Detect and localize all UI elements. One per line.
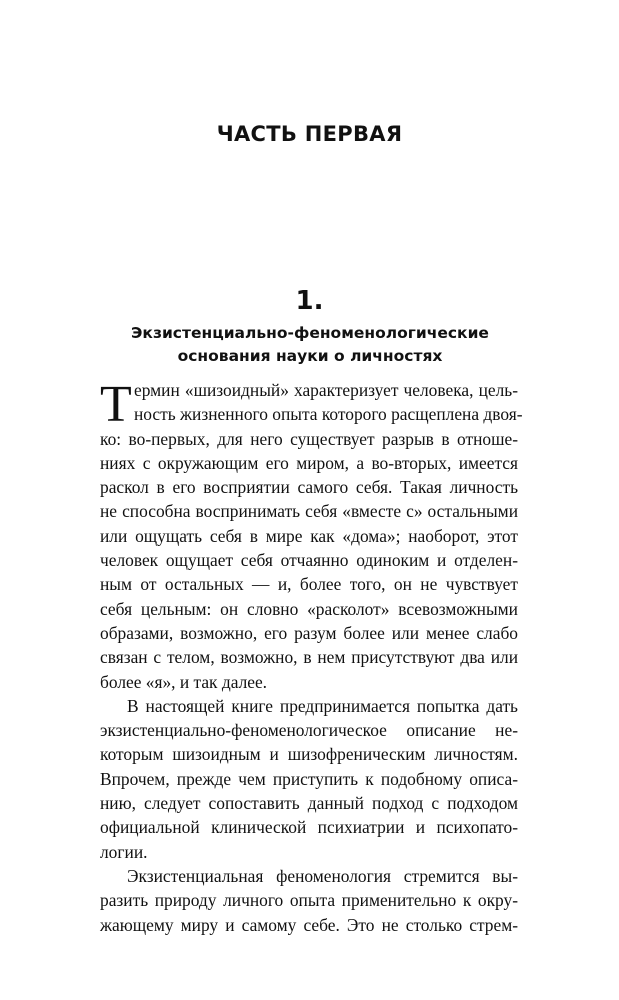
text-line: Экзистенциальная феноменология стремится вы- (127, 865, 518, 886)
paragraph-1 (100, 378, 523, 694)
paragraph-2 (100, 694, 518, 864)
chapter-title-line: основания науки о личностях (177, 347, 443, 365)
text-line: человек ощущает себя отчаянно одиноким и отделен- (100, 550, 518, 571)
chapter-title (95, 322, 525, 368)
text-line: ко: во-первых, для него существует разрыв в отноше- (100, 428, 518, 449)
text-line: ность жизненного опыта которого расщеплена двоя- (134, 404, 523, 425)
text-line: более «я», и так далее. (100, 671, 268, 692)
text-line: ниях с окружающим его миром, а во-вторых, имеется (100, 452, 518, 473)
text-line: нию, следует сопоставить данный подход с подходом (100, 793, 518, 814)
chapter-number: 1. (295, 286, 324, 316)
text-line: образами, возможно, его разум более или менее слабо (100, 622, 518, 643)
text-line: официальной клинической психиатрии и психопато- (100, 817, 518, 838)
paragraph-3 (100, 864, 518, 937)
part-title: ЧАСТЬ ПЕРВАЯ (216, 122, 403, 146)
body-text (100, 378, 523, 937)
drop-cap: Т (100, 376, 132, 433)
text-line: или ощущать себя в мире как «дома»; наоборот, этот (100, 525, 518, 546)
text-line: жающему миру и самому себе. Это не столько стрем- (100, 914, 518, 935)
text-line: раскол в его восприятии самого себя. Такая личность (100, 477, 518, 498)
text-line: Впрочем, прежде чем приступить к подобному описа- (100, 768, 518, 789)
text-line: экзистенциально-феноменологическое описание не- (100, 720, 518, 741)
text-line: которым шизоидным и шизофреническим личностям. (100, 744, 518, 765)
chapter-title-line: Экзистенциально-феноменологические (131, 324, 489, 342)
text-line: связан с телом, возможно, в нем присутствуют два или (100, 647, 518, 668)
text-line: разить природу личного опыта применительно к окру- (100, 890, 518, 911)
text-line: ным от остальных — и, более того, он не чувствует (100, 574, 518, 595)
text-line: не способна воспринимать себя «вместе с» остальными (100, 501, 518, 522)
text-line: логии. (100, 841, 148, 862)
text-line: В настоящей книге предпринимается попытка дать (127, 695, 518, 716)
text-line: себя цельным: он словно «расколот» всевозможными (100, 598, 518, 619)
text-line: ермин «шизоидный» характеризует человека, цель- (134, 380, 518, 400)
